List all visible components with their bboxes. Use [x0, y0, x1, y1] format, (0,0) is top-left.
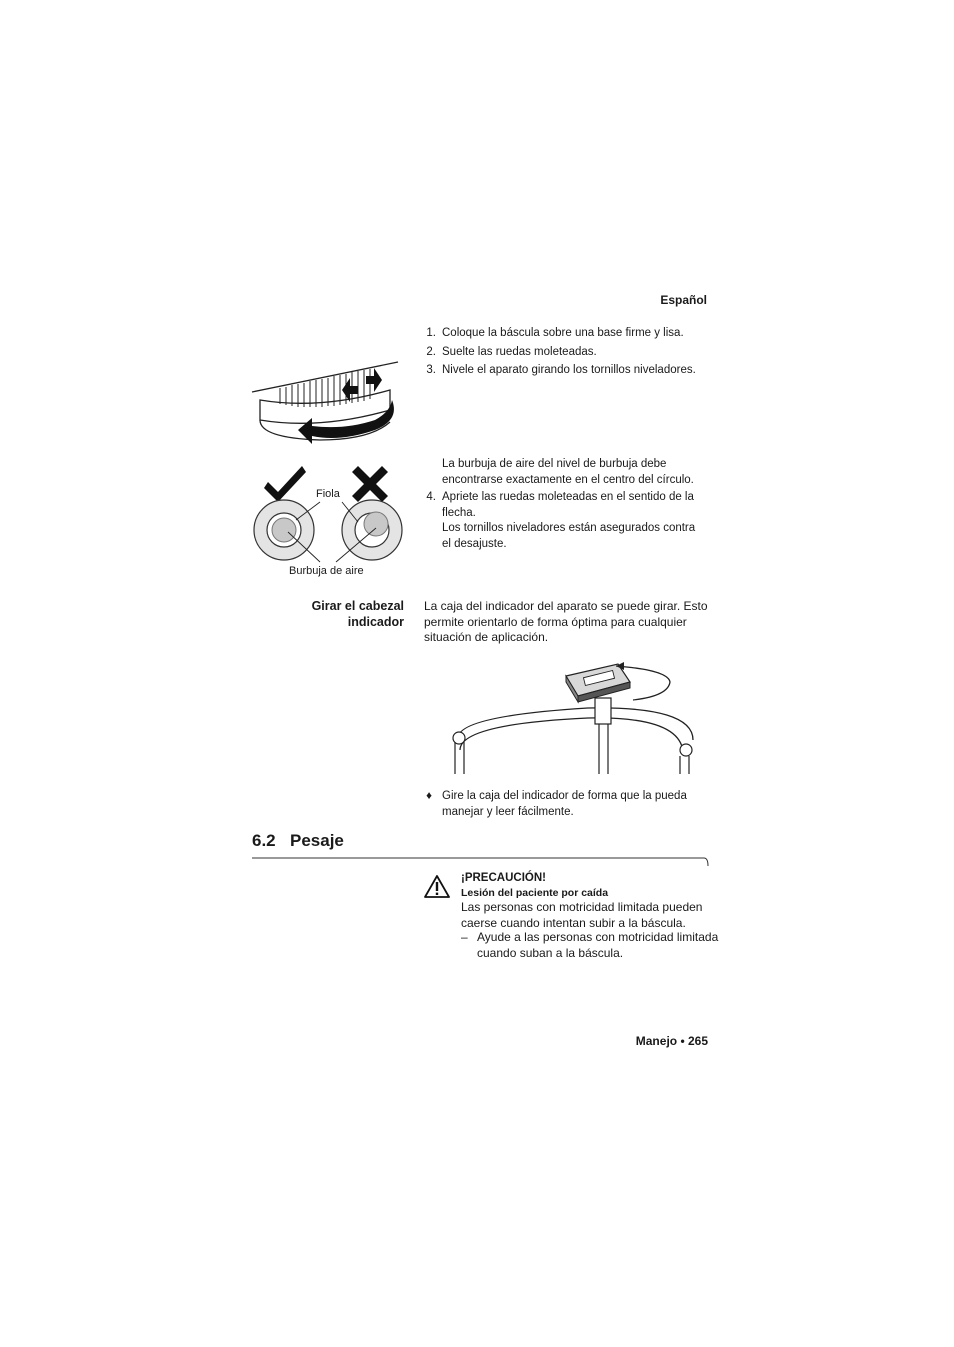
- bullet-icon: ♦: [426, 790, 432, 802]
- cross-icon: [352, 466, 388, 502]
- step-text: Apriete las ruedas moleteadas en el sentido de la flecha. Los tornillos niveladores están asegurados contra el desajuste.: [442, 491, 696, 550]
- knurled-wheel-illustration: [250, 360, 410, 450]
- section-heading: [252, 831, 344, 851]
- step-text: Suelte las ruedas moleteadas.: [442, 346, 597, 358]
- list-item: [422, 490, 722, 552]
- step-number: 3.: [426, 364, 436, 376]
- language-header: Español: [660, 293, 707, 307]
- warning-icon: [424, 874, 450, 898]
- vial-label: Fiola: [316, 488, 340, 500]
- bubble-label: Burbuja de aire: [289, 565, 364, 577]
- rotate-body: La caja del indicador del aparato se puede girar. Esto permite orientarlo de forma óptima para cualquier situación de aplicación.: [424, 599, 708, 644]
- side-heading: Girar el cabezal indicador: [311, 599, 404, 629]
- step-number: 4.: [426, 491, 436, 503]
- caution-heading: ¡PRECAUCIÓN!: [461, 872, 546, 884]
- indicator-rotation-illustration: [448, 658, 708, 778]
- list-item: ♦ Gire la caja del indicador de forma que la pueda manejar y leer fácilmente.: [422, 789, 722, 821]
- bubble-note: La burbuja de aire del nivel de burbuja debe encontrarse exactamente en el centro del círculo.: [442, 458, 694, 486]
- list-item: [422, 326, 722, 341]
- caution-body: Las personas con motricidad limitada pueden caerse cuando intentan subir a la báscula.: [461, 900, 703, 930]
- section-title: Pesaje: [290, 831, 344, 850]
- step-text: Coloque la báscula sobre una base firme y lisa.: [442, 327, 684, 339]
- section-rule: [252, 856, 712, 870]
- check-icon: [264, 466, 306, 502]
- bubble-level-illustration: [250, 462, 420, 572]
- dash: –: [461, 930, 468, 944]
- section-number: 6.2: [252, 831, 276, 850]
- step-number: 1.: [426, 327, 436, 339]
- list-item: [422, 363, 722, 378]
- step-text: Nivele el aparato girando los tornillos niveladores.: [442, 364, 696, 376]
- caution-action: – Ayude a las personas con motricidad limitada cuando suban a la báscula.: [461, 930, 719, 960]
- step-number: 2.: [426, 346, 436, 358]
- list-item: [422, 345, 722, 360]
- caution-subheading: Lesión del paciente por caída: [461, 887, 609, 899]
- page-footer: Manejo • 265: [635, 1034, 708, 1048]
